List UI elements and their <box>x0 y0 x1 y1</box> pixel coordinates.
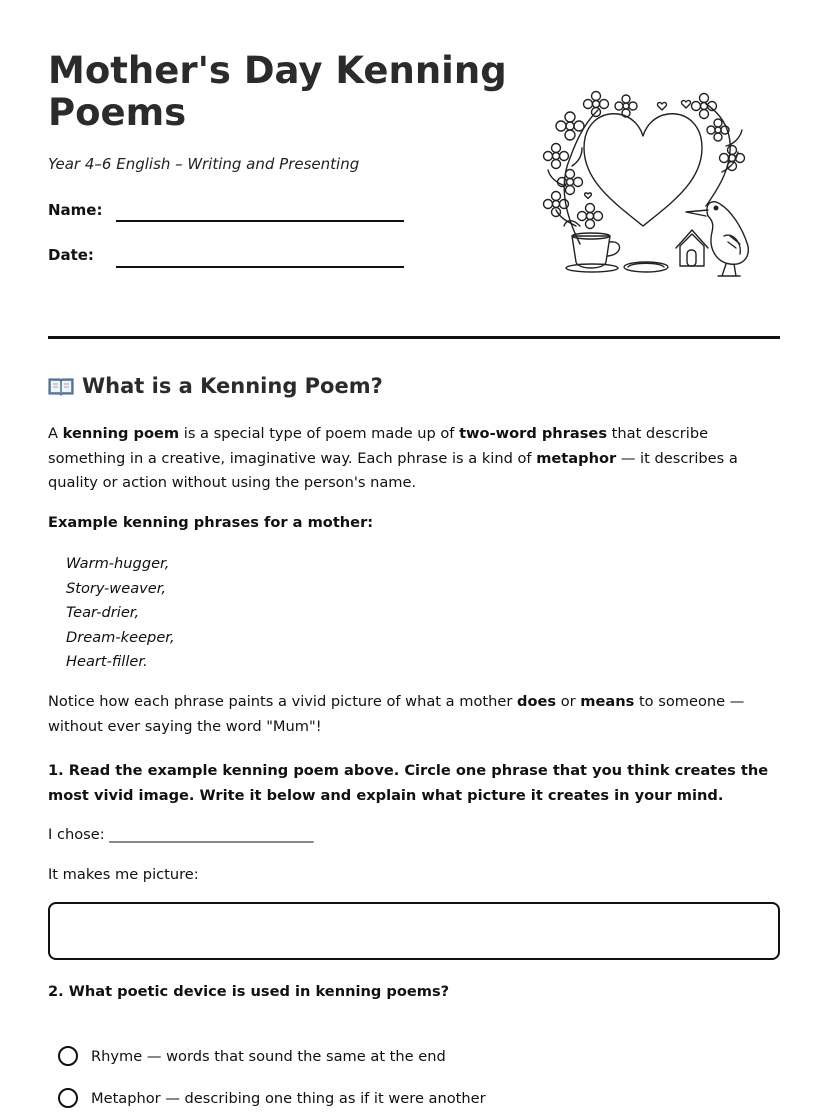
birdhouse-icon <box>676 230 708 266</box>
question-1-prompt: 1. Read the example kenning poem above. Circle one phrase that you think creates the most vivid image. Write it below and explain what picture it creates in your mind. <box>48 762 769 804</box>
example-list <box>66 552 175 675</box>
section-heading-text: What is a Kenning Poem? <box>82 374 383 398</box>
list-item: Tear-drier, <box>66 604 140 622</box>
section-divider <box>48 336 780 339</box>
section-heading <box>48 374 383 398</box>
page-title: Mother's Day Kenning Poems <box>48 49 507 134</box>
date-label: Date: <box>48 246 94 264</box>
picture-label: It makes me picture: <box>48 866 199 883</box>
radio-button[interactable] <box>58 1046 78 1066</box>
answer-box[interactable] <box>48 902 780 960</box>
mothers-day-illustration <box>536 86 756 282</box>
chose-line[interactable]: I chose: ____________________________ <box>48 826 314 843</box>
date-field[interactable] <box>116 266 404 268</box>
open-book-icon <box>48 376 74 396</box>
option-label: Metaphor — describing one thing as if it were another <box>91 1089 486 1107</box>
option-label: Rhyme — words that sound the same at the end <box>91 1047 446 1065</box>
option-rhyme[interactable] <box>58 1046 446 1066</box>
subtitle: Year 4–6 English – Writing and Presenting <box>48 155 360 173</box>
list-item: Story-weaver, <box>66 579 167 597</box>
list-item: Heart-filler. <box>66 653 148 671</box>
list-item: Dream-keeper, <box>66 628 175 646</box>
option-metaphor[interactable] <box>58 1088 486 1108</box>
name-field[interactable] <box>116 220 404 222</box>
notice-paragraph: Notice how each phrase paints a vivid picture of what a mother does or means to someone — without ever saying the word "Mum"! <box>48 693 745 735</box>
heart-icon <box>584 114 702 226</box>
examples-heading: Example kenning phrases for a mother: <box>48 514 374 531</box>
question-2-prompt: 2. What poetic device is used in kenning poems? <box>48 983 450 1000</box>
list-item: Warm-hugger, <box>66 555 170 572</box>
radio-button[interactable] <box>58 1088 78 1108</box>
intro-paragraph: A kenning poem is a special type of poem made up of two-word phrases that describe something in a creative, imaginative way. Each phrase is a kind of metaphor — it describes a quality or action without using the person's name. <box>48 425 738 491</box>
name-label: Name: <box>48 201 103 219</box>
